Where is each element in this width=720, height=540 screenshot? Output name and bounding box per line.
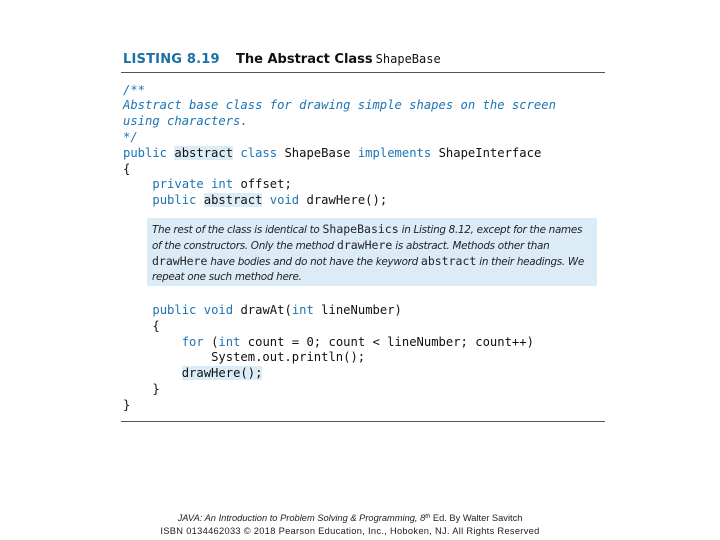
draw-here-statement <box>123 365 262 381</box>
keyword-for: for <box>181 335 204 349</box>
note-text-1b: in Listing 8.12, except for the names <box>398 224 583 236</box>
method-brace-close <box>123 381 160 397</box>
listing-title-text: The Abstract Class <box>236 52 373 67</box>
keyword-int-2: int <box>291 303 314 317</box>
code-line-1 <box>123 82 145 98</box>
comment-text-1: Abstract base class for drawing simple shapes on the screen <box>123 98 556 112</box>
listing-class-name: ShapeBase <box>375 52 441 66</box>
note-line-1 <box>152 221 582 237</box>
keyword-int: int <box>211 177 234 191</box>
comment-close: */ <box>123 130 138 144</box>
abstract-method-name: drawHere(); <box>306 193 388 207</box>
keyword-private: private <box>152 177 204 191</box>
note-line-4 <box>152 269 302 285</box>
code-line-4 <box>123 129 138 145</box>
listing-bottom-rule <box>121 421 605 422</box>
draw-at-declaration <box>123 302 402 318</box>
keyword-public-3: public <box>152 303 197 317</box>
for-open-paren: ( <box>211 335 219 349</box>
keyword-void: void <box>269 193 300 207</box>
interface-name: ShapeInterface <box>438 146 542 160</box>
listing-number: LISTING 8.19 <box>123 52 220 67</box>
brace-open-2: { <box>152 319 160 333</box>
code-line-2 <box>123 97 556 113</box>
keyword-public: public <box>123 146 168 160</box>
code-line-3 <box>123 113 248 129</box>
note-text-1a: The rest of the class is identical to <box>152 224 323 236</box>
keyword-abstract: abstract <box>174 146 234 160</box>
note-line-3 <box>152 253 584 269</box>
class-brace-open <box>123 161 130 177</box>
note-code-drawhere-2: drawHere <box>152 254 208 268</box>
footer-copyright: ISBN 0134462033 © 2018 Pearson Education, Inc., Hoboken, NJ. All Rights Reserved <box>160 526 540 536</box>
brace-close: } <box>123 398 131 412</box>
param-name: lineNumber) <box>321 303 402 317</box>
listing-header <box>121 50 605 73</box>
footer-edition-sup: th <box>425 514 431 520</box>
note-text-3a: have bodies and do not have the keyword <box>207 256 421 268</box>
brace-open: { <box>123 162 131 176</box>
keyword-int-3: int <box>218 335 241 349</box>
method-brace-open <box>123 318 160 334</box>
for-header: count = 0; count < lineNumber; count++) <box>247 335 534 349</box>
println-call: System.out.println(); <box>211 350 366 364</box>
keyword-void-2: void <box>203 303 234 317</box>
note-code-shapebasics: ShapeBasics <box>322 222 399 236</box>
note-line-2 <box>152 237 549 253</box>
for-statement <box>123 334 534 350</box>
println-statement <box>123 349 365 365</box>
elided-code-note <box>147 218 597 286</box>
footer-book-title: JAVA: An Introduction to Problem Solving & Programming, 8 <box>177 513 426 523</box>
field-name: offset; <box>240 177 292 191</box>
draw-here-call: drawHere(); <box>181 366 263 380</box>
brace-close-2: } <box>152 382 160 396</box>
comment-open: /** <box>123 83 146 97</box>
footer-citation <box>0 513 700 523</box>
footer-author: Ed. By Walter Savitch <box>430 513 523 523</box>
class-brace-close <box>123 397 130 413</box>
keyword-class: class <box>240 146 278 160</box>
note-text-3b: in their headings. We <box>476 256 584 268</box>
note-code-abstract: abstract <box>420 254 477 268</box>
keyword-implements: implements <box>357 146 432 160</box>
note-text-4: repeat one such method here. <box>152 271 302 283</box>
draw-at-signature: drawAt( <box>240 303 292 317</box>
note-code-drawhere: drawHere <box>336 238 393 252</box>
keyword-abstract-2: abstract <box>203 193 263 207</box>
listing-title <box>236 52 441 67</box>
note-text-2a: of the constructors. Only the method <box>152 240 337 252</box>
class-name: ShapeBase <box>284 146 351 160</box>
note-text-2b: is abstract. Methods other than <box>392 240 550 252</box>
abstract-method-declaration <box>123 192 387 208</box>
keyword-public-2: public <box>152 193 197 207</box>
field-declaration <box>123 176 292 192</box>
comment-text-2: using characters. <box>123 114 248 128</box>
class-declaration <box>123 145 541 161</box>
